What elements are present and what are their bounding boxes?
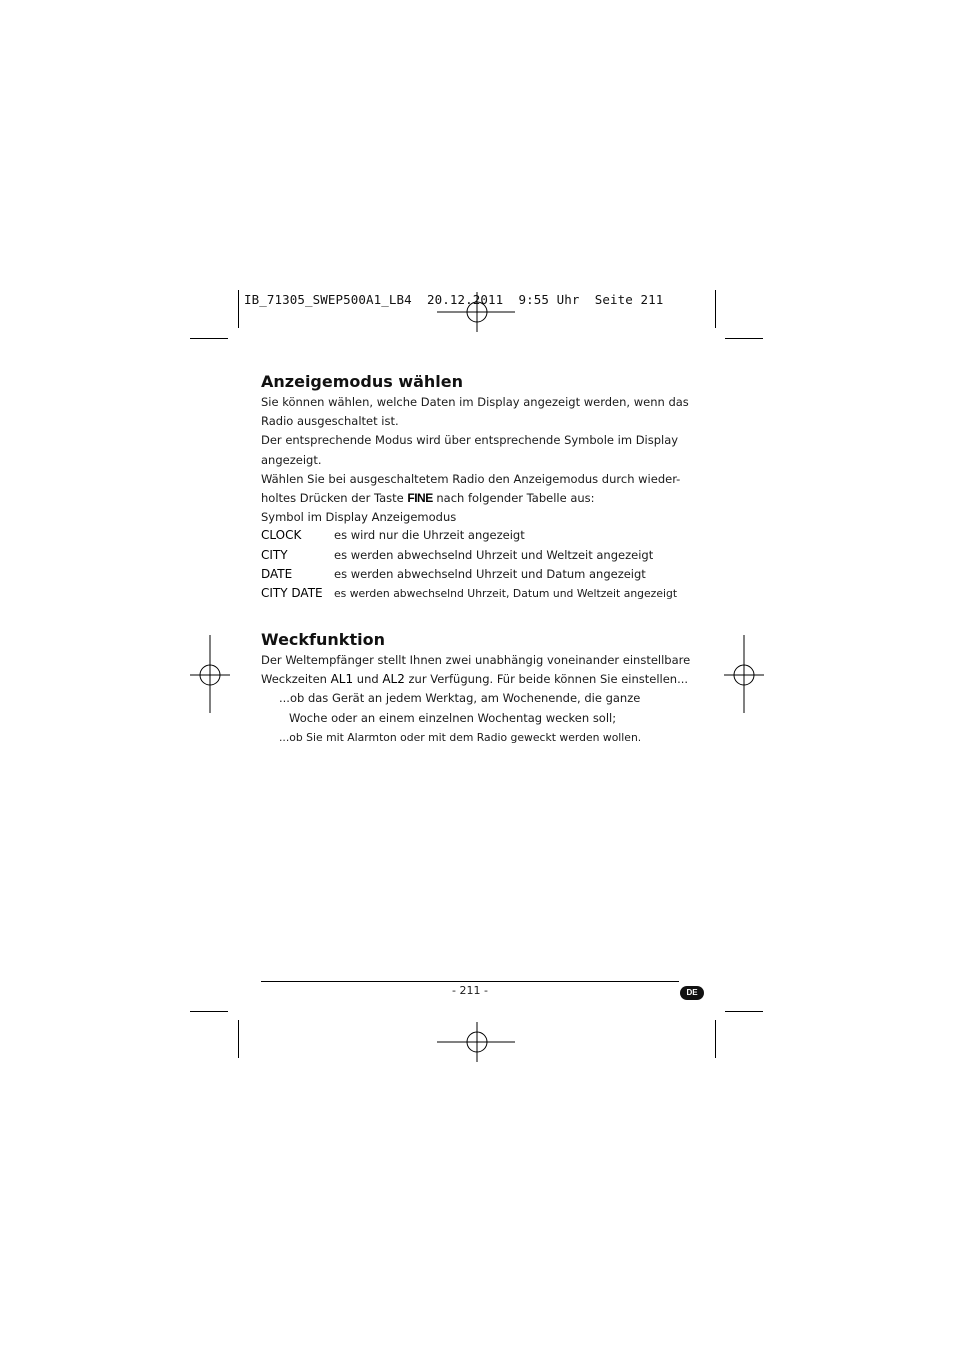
text: holtes Drücken der Taste xyxy=(261,491,408,505)
paragraph-line xyxy=(261,670,688,689)
mode-code: CITY xyxy=(261,548,288,562)
table-row xyxy=(261,528,525,542)
text: zur Verfügung. Für beide können Sie einstellen... xyxy=(404,672,689,686)
alarm-label-al2: AL2 xyxy=(382,672,405,686)
list-item: ...ob das Gerät an jedem Werktag, am Wochenende, die ganze xyxy=(279,691,641,705)
paragraph-line: Der Weltempfänger stellt Ihnen zwei unabhängig voneinander einstellbare xyxy=(261,653,691,667)
mode-code: CLOCK xyxy=(261,528,302,542)
section-title-weckfunktion: Weckfunktion xyxy=(261,630,385,649)
paragraph-line xyxy=(261,489,595,508)
text: Weckzeiten xyxy=(261,672,331,686)
registration-mark-icon xyxy=(190,635,230,715)
registration-mark-icon xyxy=(437,1022,517,1062)
footer-divider xyxy=(261,981,679,982)
page-number: - 211 - xyxy=(452,984,488,997)
print-slug xyxy=(244,292,663,307)
text: nach folgender Tabelle aus: xyxy=(432,491,595,505)
crop-mark xyxy=(725,338,763,339)
crop-mark xyxy=(725,1011,763,1012)
slug-right: 9:55 Uhr Seite 211 xyxy=(503,292,664,307)
paragraph-line: Sie können wählen, welche Daten im Display angezeigt werden, wenn das xyxy=(261,395,689,409)
mode-desc: es werden abwechselnd Uhrzeit und Weltzeit angezeigt xyxy=(334,548,654,562)
section-title-anzeigemodus: Anzeigemodus wählen xyxy=(261,372,464,391)
mode-desc: es werden abwechselnd Uhrzeit und Datum angezeigt xyxy=(334,567,646,581)
list-item: ...ob Sie mit Alarmton oder mit dem Radio geweckt werden wollen. xyxy=(279,731,642,744)
crop-mark xyxy=(715,1020,716,1058)
crop-mark xyxy=(190,338,228,339)
text: und xyxy=(353,672,383,686)
alarm-label-al1: AL1 xyxy=(330,672,354,686)
crop-mark xyxy=(715,290,716,328)
mode-desc: es werden abwechselnd Uhrzeit, Datum und Weltzeit angezeigt xyxy=(334,587,678,600)
key-label-fine: FINE xyxy=(407,491,433,505)
mode-desc: es wird nur die Uhrzeit angezeigt xyxy=(334,528,525,542)
registration-mark-icon xyxy=(724,635,764,715)
paragraph-line: Der entsprechende Modus wird über entsprechende Symbole im Display xyxy=(261,433,679,447)
paragraph-line: Radio ausgeschaltet ist. xyxy=(261,414,399,428)
mode-code: CITY DATE xyxy=(261,586,323,600)
table-row xyxy=(261,567,646,581)
mode-code: DATE xyxy=(261,567,293,581)
paragraph-line: Wählen Sie bei ausgeschaltetem Radio den Anzeigemodus durch wieder- xyxy=(261,472,681,486)
paragraph-line: angezeigt. xyxy=(261,453,322,467)
slug-mid: 2011 xyxy=(472,292,504,307)
crop-mark xyxy=(190,1011,228,1012)
table-header: Symbol im Display Anzeigemodus xyxy=(261,510,457,524)
crop-mark xyxy=(238,290,239,328)
crop-mark xyxy=(238,1020,239,1058)
language-badge: DE xyxy=(680,986,704,1000)
table-row xyxy=(261,548,653,562)
slug-left: IB_71305_SWEP500A1_LB4 20.12. xyxy=(244,292,473,307)
table-row xyxy=(261,586,677,600)
list-item-continued: Woche oder an einem einzelnen Wochentag wecken soll; xyxy=(289,711,617,725)
